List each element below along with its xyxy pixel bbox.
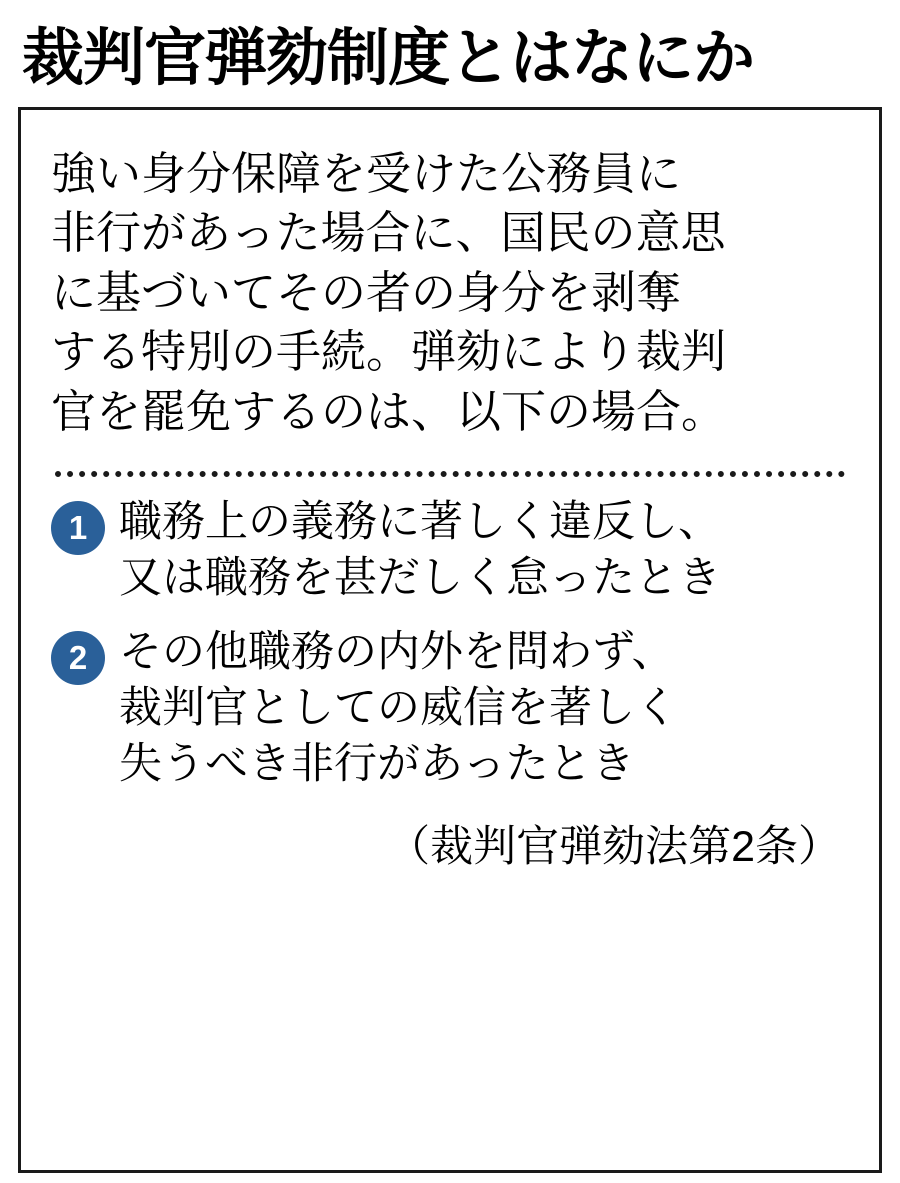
item-line: その他職務の内外を問わず、 bbox=[119, 627, 675, 676]
item-line: 裁判官としての威信を著しく bbox=[119, 683, 678, 732]
page-title: 裁判官弾劾制度とはなにか bbox=[22, 24, 755, 93]
item-line: 又は職務を甚だしく怠ったとき bbox=[119, 553, 721, 602]
condition-list bbox=[51, 495, 849, 792]
item-line: 職務上の義務に著しく違反し、 bbox=[119, 498, 721, 547]
item-text bbox=[119, 625, 678, 793]
content-card bbox=[18, 107, 882, 1173]
list-item bbox=[51, 625, 849, 793]
source-citation: （裁判官弾劾法第2条） bbox=[387, 822, 841, 871]
lead-line: する特別の手続。弾劾により裁判 bbox=[51, 326, 727, 378]
item-text bbox=[119, 495, 721, 607]
lead-line: 官を罷免するのは、以下の場合。 bbox=[51, 385, 727, 437]
lead-line: 非行があった場合に、国民の意思 bbox=[51, 207, 726, 259]
lead-paragraph bbox=[51, 144, 849, 441]
item-number-badge: 1 bbox=[51, 501, 105, 555]
lead-line: に基づいてその者の身分を剥奪 bbox=[51, 266, 682, 318]
item-line: 失うべき非行があったとき bbox=[119, 739, 635, 788]
dotted-divider bbox=[55, 463, 845, 477]
lead-line: 強い身分保障を受けた公務員に bbox=[51, 148, 682, 200]
item-number-badge: 2 bbox=[51, 631, 105, 685]
list-item bbox=[51, 495, 849, 607]
